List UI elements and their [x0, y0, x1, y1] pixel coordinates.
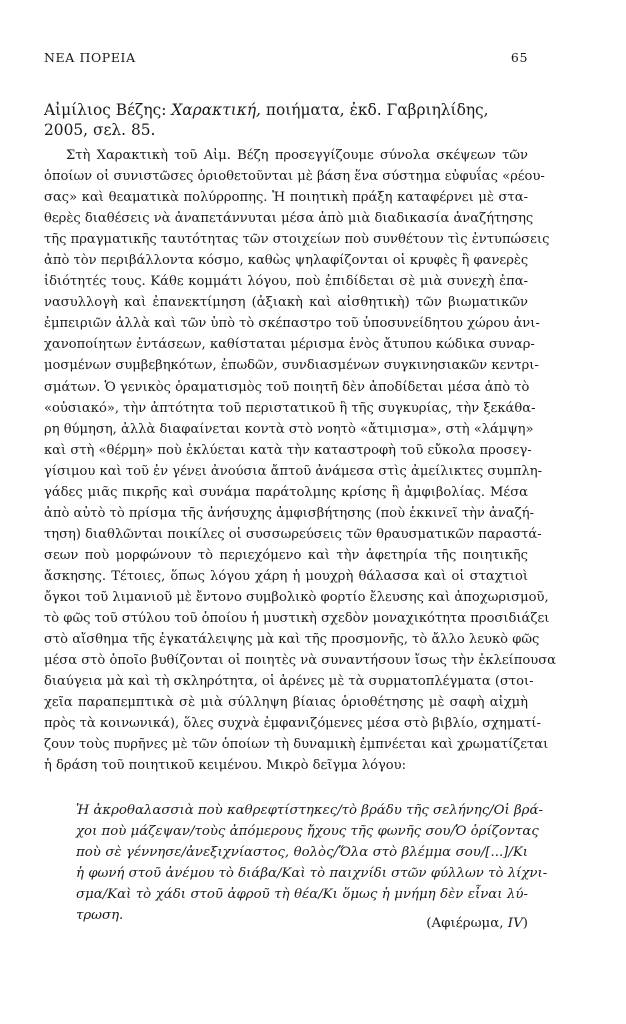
- body-line: ἡ δράση τοῦ ποιητικοῦ κειμένου. Μικρὸ δεῖγμα λόγου:: [44, 758, 407, 774]
- body-line: Στὴ Χαρακτικὴ τοῦ Αἰμ. Βέζη προσεγγίζουμε σύνολα σκέψεων τῶν: [66, 148, 528, 163]
- body-line: ἀπὸ αὐτὸ τὸ πρίσμα τῆς ἀνήσυχης ἀμφισβήτησης (ποὺ ἐκκινεῖ τὴν ἀναζή-: [44, 505, 535, 521]
- poem-excerpt: [76, 800, 548, 927]
- journal-name: ΝΕΑ ΠΟΡΕΙΑ: [44, 50, 136, 65]
- poem-line: ἡ φωνή στοῦ ἀνέμου τὸ διάβα/Καὶ τὸ παιχνίδι στῶν φύλλων τὸ λίχνι-: [76, 866, 548, 882]
- body-line: τὸ φῶς τοῦ στύλου τοῦ ὁποίου ἡ μυστικὴ σχεδὸν μοναχικότητα προσιδιάζει: [44, 611, 550, 627]
- body-line: «οὐσιακό», τὴν ἀπτότητα τοῦ περιστατικοῦ ἢ τῆς συγκυρίας, τὴν ξεκάθα-: [44, 400, 536, 416]
- body-line: σας» καὶ θεαματικὰ πολύρροπης. Ἡ ποιητικὴ πράξη καταφέρνει μὲ στα-: [44, 190, 528, 206]
- review-body: [44, 145, 557, 776]
- citation-author: Αἰμίλιος Βέζης:: [44, 101, 167, 119]
- body-line: γίσιμου καὶ τοῦ ἐν γένει ἀνούσια ἄπτοῦ ἀνάμεσα στὶς ἀμείλικτες συμπλη-: [44, 463, 543, 479]
- body-line: ἀπὸ τὸν περιβάλλοντα κόσμο, καθὼς ψηλαφίζονται οἱ κρυφὲς ἢ φανερὲς: [44, 253, 529, 269]
- poem-line: ποὺ σὲ γέννησε/ἀνεξιχνίαστος, θολὸς/Ὅλα στὸ βλέμμα σου/[...]/Κι: [76, 845, 528, 861]
- excerpt-source: [426, 916, 528, 931]
- body-line: ἐμπειριῶν ἀλλὰ καὶ τῶν ὑπὸ τὸ σκέπαστρο τοῦ ὑποσυνείδητου χώρου ἀνι-: [44, 316, 540, 332]
- poem-line: Ἡ ἀκροθαλασσιὰ ποὺ καθρεφτίστηκες/τὸ βράδυ τῆς σελήνης/Οἱ βρά-: [76, 803, 543, 818]
- body-line: ρη θύμηση, ἀλλὰ διαφαίνεται κοντὰ στὸ νοητὸ «ἄτιμισμα», στὴ «λάμψη»: [44, 421, 534, 437]
- body-line: νασυλλογὴ καὶ ἐπανεκτίμηση (ἀξιακὴ καὶ αἰσθητικὴ) τῶν βιωματικῶν: [44, 295, 528, 311]
- page-number: 65: [510, 50, 528, 65]
- citation-title: Χαρακτική,: [171, 101, 261, 119]
- body-line: ὁποίων οἱ συνιστῶσες ὁριοθετοῦνται μὲ βάση ἕνα σύστημα εὐφυΐας «ρέου-: [44, 169, 545, 185]
- body-line: μοσμένων συμβεβηκότων, ἐπωδῶν, συνδιασμένων συγκινησιακῶν κεντρι-: [44, 358, 539, 374]
- body-line: πρὸς τὰ κοινωνικά), ὅλες συχνὰ ἐμφανιζόμενες μέσα στὸ βιβλίο, σχηματί-: [44, 716, 541, 732]
- body-line: στὸ αἴσθημα τῆς ἐγκατάλειψης μὰ καὶ τῆς προσμονῆς, τὸ ἄλλο λευκὸ φῶς: [44, 632, 540, 648]
- book-citation: [44, 100, 528, 140]
- body-line: σμάτων. Ὁ γενικὸς ὁραματισμὸς τοῦ ποιητῆ δὲν ἀποδίδεται μέσα ἀπὸ τὸ: [44, 379, 530, 395]
- poem-line: σμα/Καὶ τὸ χάδι στοῦ ἀφροῦ τὴ θέα/Κι ὅμως ἡ μνήμη δὲν εἶναι λύ-: [76, 887, 528, 903]
- body-line: ὄγκοι τοῦ λιμανιοῦ μὲ ἔντονο συμβολικὸ φορτίο ἔλευσης καὶ ἀποχωρισμοῦ,: [44, 589, 549, 605]
- poem-line: τρωση.: [76, 908, 124, 924]
- body-line: μέσα στὸ ὁποῖο βυθίζονται οἱ ποιητὲς νὰ συναντήσουν ἴσως τὴν ἐκλείπουσα: [44, 653, 557, 669]
- source-volume: IV: [507, 916, 523, 931]
- body-line: διαύγεια μὰ καὶ τὴ σκληρότητα, οἱ ἀρένες μὲ τὰ συρματοπλέγματα (στοι-: [44, 674, 534, 690]
- body-line: τηση) διαθλῶνται ποικίλες οἱ συσσωρεύσεις τῶν θραυσματικῶν παραστά-: [44, 526, 542, 542]
- body-line: ἰδιότητές τους. Κάθε κομμάτι λόγου, ποὺ ἐπιδίδεται σὲ μιὰ συνεχὴ ἐπα-: [44, 274, 528, 290]
- body-line: χεῖα παραπεμπτικὰ σὲ μιὰ σύλληψη βίαιας ὁριοθέτησης μὲ σαφὴ αἰχμὴ: [44, 695, 528, 711]
- body-line: καὶ στὴ «θέρμη» ποὺ ἐκλύεται κατὰ τὴν καταστροφὴ τοῦ εὔκολα προσεγ-: [44, 442, 532, 458]
- body-line: σεων ποὺ μορφώνουν τὸ περιεχόμενο καὶ τὴν ἀφετηρία τῆς ποιητικῆς: [44, 547, 528, 563]
- body-line: χανοποίητων ἐντάσεων, καθίσταται μέρισμα ἑνὸς ἄτυπου κώδικα συναρ-: [44, 337, 535, 353]
- body-line: τῆς πραγματικῆς ταυτότητας τῶν στοιχείων ποὺ συνθέτουν τὶς ἐντυπώσεις: [44, 232, 550, 248]
- body-line: γάδες μιᾶς πικρῆς καὶ συνάμα παράτολμης κρίσης ἢ ἀμφιβολίας. Μέσα: [44, 484, 528, 500]
- body-line: ζουν τοὺς πυρῆνες μὲ τῶν ὁποίων τὴ δυναμικὴ ἐμπνέεται καὶ χρωματίζεται: [44, 737, 549, 753]
- poem-line: χοι ποὺ μάζεψαν/τοὺς ἀπόμερους ἤχους τῆς φωνῆς σου/Ὁ ὁρίζοντας: [76, 824, 539, 840]
- source-close: ): [522, 916, 528, 931]
- source-open: (Αφιέρωμα,: [426, 916, 508, 931]
- citation-details: ποιήματα, ἐκδ. Γαβριηλίδης, 2005, σελ. 85.: [44, 101, 489, 139]
- body-line: ἄσκησης. Τέτοιες, ὅπως λόγου χάρη ἡ μουχρὴ θάλασσα καὶ οἱ σταχτιοὶ: [44, 568, 528, 584]
- body-line: θερὲς διαθέσεις νὰ ἀναπετάννυται μέσα ἀπὸ μιὰ διαδικασία ἀναζήτησης: [44, 211, 534, 227]
